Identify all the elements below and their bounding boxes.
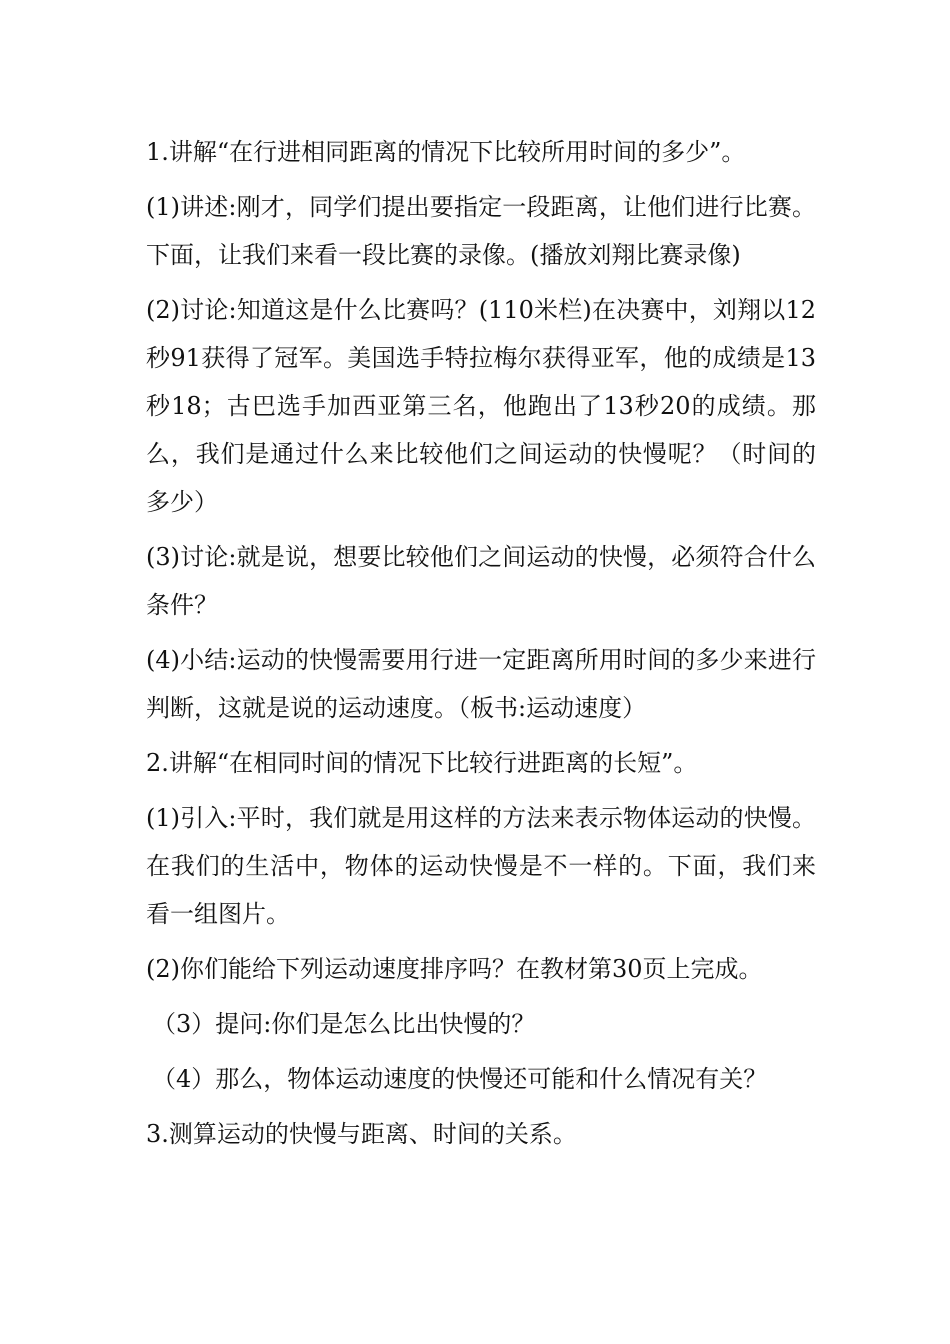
paragraph-1-4: (4)小结:运动的快慢需要用行进一定距离所用时间的多少来进行判断，这就是说的运动速度。（板书:运动速度）: [146, 646, 816, 722]
document-body: [146, 128, 816, 1165]
paragraph-2-4: （4）那么，物体运动速度的快慢还可能和什么情况有关？: [152, 1065, 768, 1093]
paragraph-2-1: (1)引入:平时，我们就是用这样的方法来表示物体运动的快慢。在我们的生活中，物体的运动快慢是不一样的。下面，我们来看一组图片。: [146, 804, 816, 928]
paragraph-1-3: (3)讨论:就是说，想要比较他们之间运动的快慢，必须符合什么条件？: [146, 543, 816, 619]
heading-1: 1.讲解“在行进相同距离的情况下比较所用时间的多少”。: [146, 138, 746, 166]
paragraph-2-3: （3）提问:你们是怎么比出快慢的？: [152, 1010, 536, 1038]
paragraph-1-1: (1)讲述:刚才，同学们提出要指定一段距离，让他们进行比赛。下面，让我们来看一段比赛的录像。(播放刘翔比赛录像): [146, 193, 816, 269]
paragraph-2-2: (2)你们能给下列运动速度排序吗？在教材第30页上完成。: [146, 955, 763, 983]
paragraph-1-2: (2)讨论:知道这是什么比赛吗？(110米栏)在决赛中，刘翔以12秒91获得了冠军。美国选手特拉梅尔获得亚军，他的成绩是13秒18；古巴选手加西亚第三名，他跑出了13秒20的成绩。那么，我们是通过什么来比较他们之间运动的快慢呢？（时间的多少）: [146, 296, 816, 516]
heading-3: 3.测算运动的快慢与距离、时间的关系。: [146, 1120, 577, 1148]
heading-2: 2.讲解“在相同时间的情况下比较行进距离的长短”。: [146, 749, 698, 777]
